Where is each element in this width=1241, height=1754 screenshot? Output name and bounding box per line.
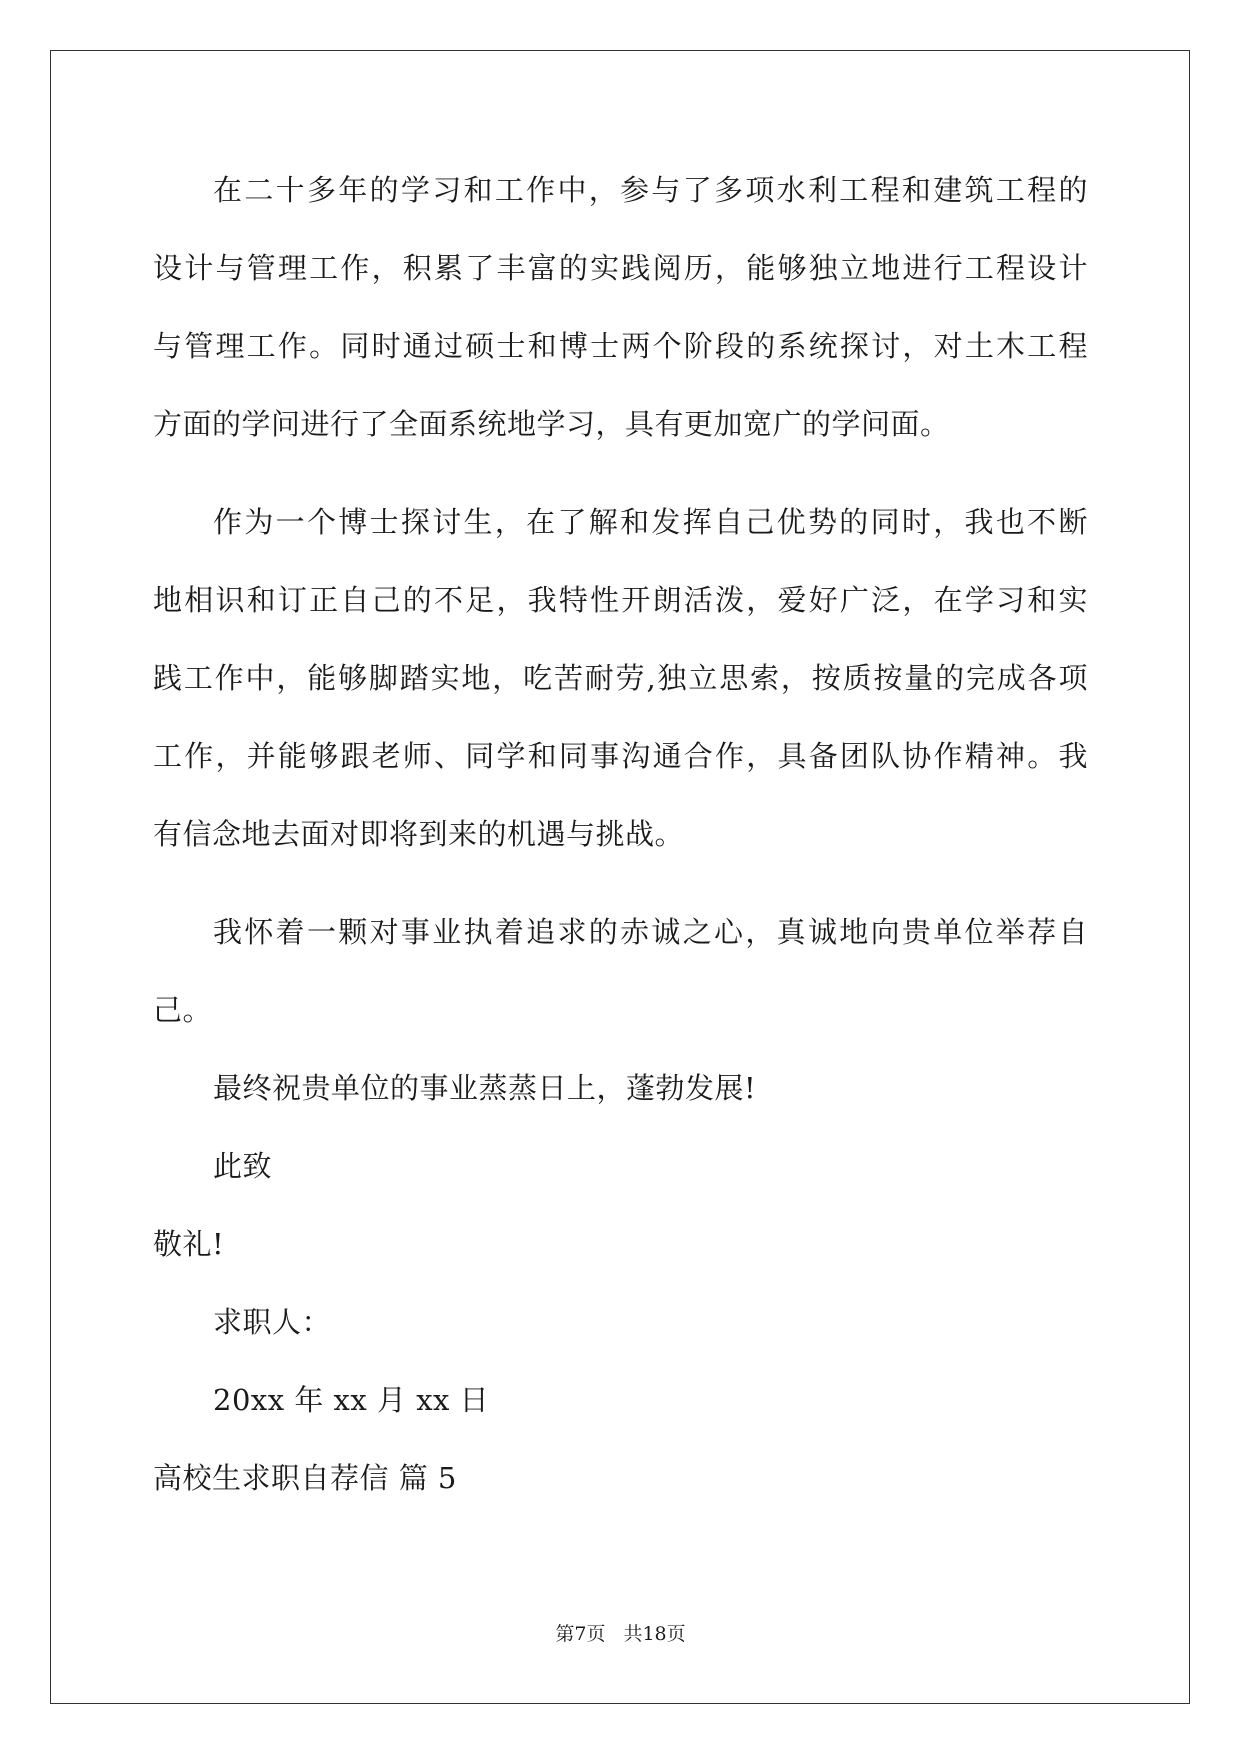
paragraph-2-line-5: 有信念地去面对即将到来的机遇与挑战。 (153, 817, 685, 851)
paragraph-1-line-4: 方面的学问进行了全面系统地学习，具有更加宽广的学问面。 (153, 407, 950, 441)
paragraph-1-line-1: 在二十多年的学习和工作中，参与了多项水利工程和建筑工程的 (213, 173, 1088, 207)
closing-wish: 最终祝贵单位的事业蒸蒸日上，蓬勃发展! (213, 1071, 757, 1105)
page-number-total: 共18页 (623, 1623, 686, 1645)
salutation-cizhi: 此致 (213, 1149, 273, 1183)
paragraph-3-line-2: 己。 (153, 993, 213, 1027)
paragraph-1-line-3: 与管理工作。同时通过硕士和博士两个阶段的系统探讨，对土木工程 (153, 329, 1088, 363)
paragraph-2-line-1: 作为一个博士探讨生，在了解和发挥自己优势的同时，我也不断 (213, 505, 1088, 539)
page-number-current: 第7页 (555, 1623, 606, 1645)
page-footer (0, 1622, 1241, 1646)
paragraph-2-line-4: 工作，并能够跟老师、同学和同事沟通合作，具备团队协作精神。我 (153, 739, 1088, 773)
applicant-label: 求职人： (213, 1305, 332, 1339)
paragraph-1-line-2: 设计与管理工作，积累了丰富的实践阅历，能够独立地进行工程设计 (153, 251, 1088, 285)
page-border (50, 50, 1190, 1704)
paragraph-2-line-2: 地相识和订正自己的不足，我特性开朗活泼，爱好广泛，在学习和实 (153, 583, 1088, 617)
date-line: 20xx 年 xx 月 xx 日 (213, 1383, 490, 1417)
section-heading: 高校生求职自荐信 篇 5 (153, 1461, 457, 1495)
salutation-jingli: 敬礼! (153, 1227, 225, 1261)
paragraph-3-line-1: 我怀着一颗对事业执着追求的赤诚之心，真诚地向贵单位举荐自 (213, 915, 1088, 949)
paragraph-2-line-3: 践工作中，能够脚踏实地，吃苦耐劳,独立思索，按质按量的完成各项 (153, 661, 1088, 695)
